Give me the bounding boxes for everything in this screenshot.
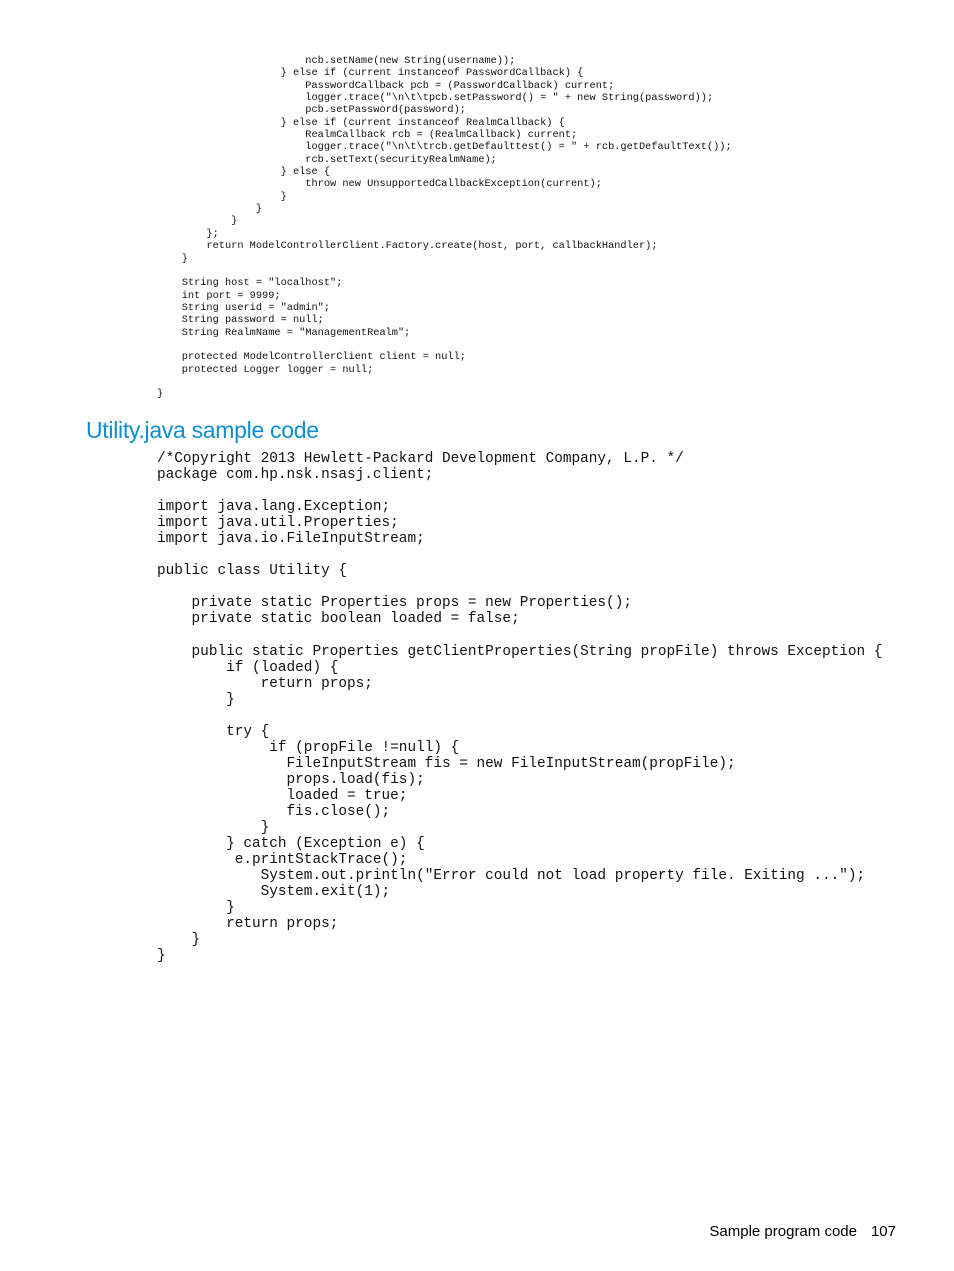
page-number: 107 bbox=[870, 1223, 896, 1240]
footer-section-label: Sample program code bbox=[709, 1223, 857, 1240]
code-listing-continued: ncb.setName(new String(username)); } else if (current instanceof PasswordCallback) { PasswordCallback pcb = (PasswordCallback) current; logger.trace("\n\t\tpcb.setPassword() = " + new String(password)); pcb.setPassword(password); } else if (current instanceof RealmCallback) { RealmCallback rcb = (RealmCallback) current; logger.trace("\n\t\trcb.getDefaulttest() = " + rcb.getDefaultText()); rcb.setText(securityRealmName); } else { throw new UnsupportedCallbackException(current); } } } }; return ModelControllerClient.Factory.create(host, port, callbackHandler); } String host = "localhost"; int port = 9999; String userid = "admin"; String password = null; String RealmName = "ManagementRealm"; protected ModelControllerClient client = null; protected Logger logger = null; } bbox=[157, 55, 732, 401]
page-footer bbox=[709, 1221, 896, 1243]
code-listing-utility: /*Copyright 2013 Hewlett-Packard Development Company, L.P. */ package com.hp.nsk.nsasj.client; import java.lang.Exception; import java.util.Properties; import java.io.FileInputStream; public class Utility { private static Properties props = new Properties(); private static boolean loaded = false; public static Properties getClientProperties(String propFile) throws Exception { if (loaded) { return props; } try { if (propFile !=null) { FileInputStream fis = new FileInputStream(propFile); props.load(fis); loaded = true; fis.close(); } } catch (Exception e) { e.printStackTrace(); System.out.println("Error could not load property file. Exiting ..."); System.exit(1); } return props; } } bbox=[157, 451, 883, 965]
section-heading: Utility.java sample code bbox=[86, 417, 319, 443]
